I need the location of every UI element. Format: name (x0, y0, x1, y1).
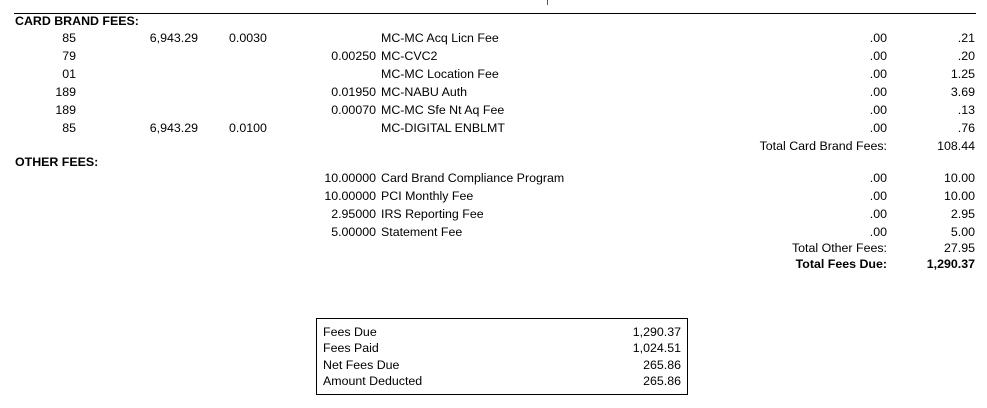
fee-description: IRS Reporting Fee (381, 207, 484, 221)
fee-total: 1.25 (950, 67, 975, 81)
fee-discount: .00 (869, 31, 887, 45)
fee-count: 01 (62, 67, 76, 81)
fee-discount: .00 (869, 121, 887, 135)
summary-value: 1,024.51 (632, 341, 681, 355)
column-tick-mark (547, 0, 548, 5)
fee-discount: .00 (869, 207, 887, 221)
fee-count: 189 (55, 85, 76, 99)
fee-description: Statement Fee (381, 225, 463, 239)
summary-row-fees-paid (323, 340, 681, 356)
fee-description: MC-MC Sfe Nt Aq Fee (381, 103, 505, 117)
summary-label: Net Fees Due (323, 358, 400, 372)
fee-amount: 6,943.29 (149, 31, 198, 45)
other-fees-heading: OTHER FEES: (15, 155, 99, 169)
fee-description: MC-DIGITAL ENBLMT (381, 121, 505, 135)
fee-total: 2.95 (950, 207, 975, 221)
fees-summary-box (316, 318, 688, 395)
total-fees-due-value: 1,290.37 (926, 257, 975, 271)
summary-value: 265.86 (643, 374, 681, 388)
fee-unit-rate: 10.00000 (324, 171, 376, 185)
summary-label: Amount Deducted (323, 374, 423, 388)
fee-amount: 6,943.29 (149, 121, 198, 135)
card-brand-fees-heading: CARD BRAND FEES: (15, 14, 139, 28)
fee-description: MC-NABU Auth (381, 85, 468, 99)
fee-discount: .00 (869, 103, 887, 117)
summary-row-net-fees-due (323, 357, 681, 373)
total-other-fees-label: Total Other Fees: (791, 241, 887, 255)
fee-description: PCI Monthly Fee (381, 189, 474, 203)
summary-row-fees-due (323, 324, 681, 340)
summary-label: Fees Paid (323, 341, 379, 355)
fee-discount: .00 (869, 49, 887, 63)
fee-count: 85 (62, 121, 76, 135)
fee-discount: .00 (869, 189, 887, 203)
fee-unit-rate: 0.00070 (331, 103, 376, 117)
fee-total: .76 (957, 121, 975, 135)
fee-unit-rate: 2.95000 (331, 207, 376, 221)
fee-count: 79 (62, 49, 76, 63)
total-card-brand-fees-label: Total Card Brand Fees: (759, 139, 887, 153)
fee-description: MC-MC Location Fee (381, 67, 499, 81)
fee-count: 85 (62, 31, 76, 45)
summary-value: 265.86 (643, 358, 681, 372)
fee-total: 10.00 (943, 171, 975, 185)
fee-total: .13 (957, 103, 975, 117)
fee-discount: .00 (869, 67, 887, 81)
summary-label: Fees Due (323, 325, 377, 339)
fee-description: Card Brand Compliance Program (381, 171, 565, 185)
fee-total: .20 (957, 49, 975, 63)
summary-value: 1,290.37 (632, 325, 681, 339)
summary-row-amount-deducted (323, 373, 681, 389)
fee-discount: .00 (869, 85, 887, 99)
fee-discount: .00 (869, 225, 887, 239)
total-other-fees-value: 27.95 (943, 241, 975, 255)
fee-total: 3.69 (950, 85, 975, 99)
fee-unit-rate: 10.00000 (324, 189, 376, 203)
fee-unit-rate: 0.00250 (331, 49, 376, 63)
fee-description: MC-MC Acq Licn Fee (381, 31, 499, 45)
fee-unit-rate: 0.01950 (331, 85, 376, 99)
header-rule (14, 13, 976, 14)
total-fees-due-label: Total Fees Due: (795, 257, 887, 271)
fee-description: MC-CVC2 (381, 49, 438, 63)
fee-count: 189 (55, 103, 76, 117)
fee-total: .21 (957, 31, 975, 45)
fee-rate: 0.0100 (229, 121, 267, 135)
fee-unit-rate: 5.00000 (331, 225, 376, 239)
fee-total: 5.00 (950, 225, 975, 239)
fee-discount: .00 (869, 171, 887, 185)
fee-rate: 0.0030 (229, 31, 267, 45)
fee-total: 10.00 (943, 189, 975, 203)
total-card-brand-fees-value: 108.44 (937, 139, 975, 153)
